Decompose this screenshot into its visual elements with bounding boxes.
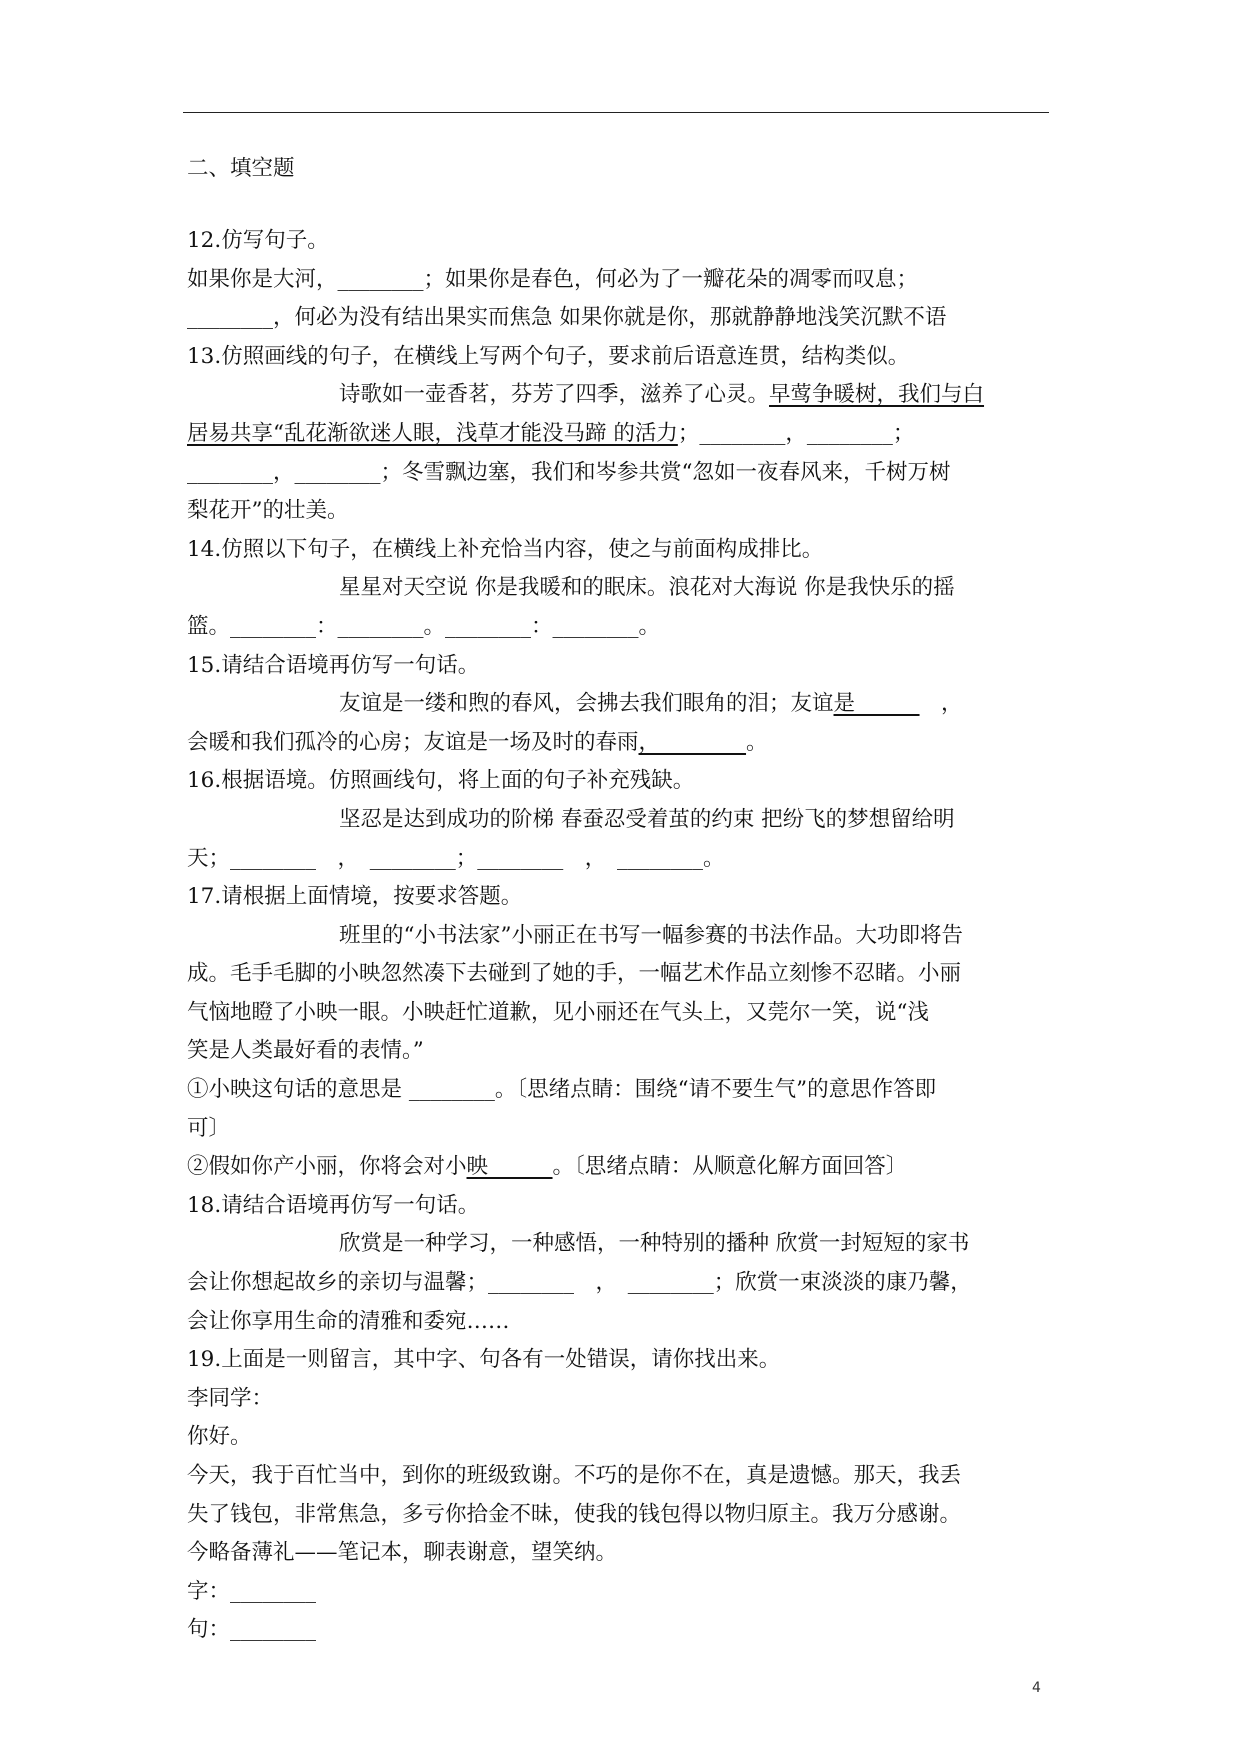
text-line: [187, 1573, 1057, 1612]
text-line: [187, 1534, 1057, 1573]
exercise-lines: [187, 222, 1057, 1650]
text-line: [187, 1611, 1057, 1650]
text-line: [187, 762, 1057, 801]
text-line: [187, 299, 1057, 338]
section-title: 二、填空题: [187, 156, 295, 181]
text-line: [187, 1148, 1057, 1187]
text-line: [187, 840, 1057, 879]
underlined-text: 是______: [833, 691, 920, 717]
text-line: [187, 994, 1057, 1033]
text-line: [187, 878, 1057, 917]
line-text: ②假如你产小丽，你将会对小: [187, 1154, 467, 1180]
text-line: [187, 647, 1057, 686]
text-line: [187, 1380, 1057, 1419]
line-text: 会暖和我们孤冷的心房；友谊是一场及时的春雨: [187, 729, 639, 755]
text-line: [187, 1303, 1057, 1342]
line-text: 星星对天空说 你是我暖和的眠床。浪花对大海说 你是我快乐的摇: [339, 575, 955, 601]
text-line: [187, 917, 1057, 956]
line-text: 15.请结合语境再仿写一句话。: [187, 652, 480, 678]
line-text: 李同学：: [187, 1385, 274, 1411]
line-text: 失了钱包，非常焦急，多亏你拾金不昧，使我的钱包得以物归原主。我万分感谢。: [187, 1501, 962, 1527]
text-line: [187, 1496, 1057, 1535]
underlined-text: 居易共享“乱花渐欲迷人眼，浅草才能没马蹄 的活力: [187, 420, 678, 446]
line-text: 19.上面是一则留言，其中字、句各有一处错误，请你找出来。: [187, 1347, 781, 1373]
text-line: [187, 261, 1057, 300]
line-text-after: 。〔思绪点睛：从顺意化解方面回答〕: [552, 1154, 908, 1180]
line-text: 诗歌如一壶香茗，芬芳了四季，滋养了心灵。: [339, 382, 770, 408]
text-line: [187, 1225, 1057, 1264]
text-line: [187, 724, 1057, 763]
document-body: [187, 150, 1057, 1650]
text-line: [187, 376, 1057, 415]
line-text: 14.仿照以下句子，在横线上补充恰当内容，使之与前面构成排比。: [187, 536, 824, 562]
text-line: [187, 1264, 1057, 1303]
text-line: [187, 415, 1057, 454]
line-text: 今略备薄礼——笔记本，聊表谢意，望笑纳。: [187, 1540, 618, 1566]
line-text: ①小映这句话的意思是 ________。〔思绪点睛：围绕“请不要生气”的意思作答即: [187, 1077, 937, 1103]
line-text: 笑是人类最好看的表情。”: [187, 1038, 424, 1064]
text-line: [187, 685, 1057, 724]
line-text: 成。毛手毛脚的小映忽然凑下去碰到了她的手，一幅艺术作品立刻惨不忍睹。小丽: [187, 961, 962, 987]
text-line: [187, 569, 1057, 608]
text-line: [187, 1457, 1057, 1496]
line-text-after: ，: [919, 691, 963, 717]
line-text: 天；________ ， ________；________ ， ________。: [187, 845, 725, 871]
text-line: [187, 338, 1057, 377]
line-text: 字：________: [187, 1578, 317, 1604]
line-text: 篮。________：________。________：________。: [187, 613, 661, 639]
line-text: 18.请结合语境再仿写一句话。: [187, 1192, 480, 1218]
underlined-text: ，________: [638, 729, 747, 755]
underlined-text: 早莺争暖树，我们与白: [769, 382, 985, 408]
text-line: [187, 608, 1057, 647]
text-line: [187, 1341, 1057, 1380]
header-rule: [183, 112, 1049, 113]
line-text: 16.根据语境。仿照画线句，将上面的句子补充残缺。: [187, 768, 695, 794]
line-text: 会让你想起故乡的亲切与温馨；________ ， ________；欣赏一束淡淡的康乃馨，: [187, 1270, 972, 1296]
underlined-text: 映______: [466, 1154, 553, 1180]
line-text: 12.仿写句子。: [187, 228, 329, 253]
text-line: [187, 1071, 1057, 1110]
line-text-after: 。: [746, 729, 768, 755]
line-text: 梨花开”的壮美。: [187, 498, 349, 524]
text-line: [187, 1187, 1057, 1226]
text-line: [187, 454, 1057, 493]
line-text: ；________，________；: [677, 420, 915, 446]
line-text: ________，________；冬雪飘边塞，我们和岑参共赏“忽如一夜春风来，千树万树: [187, 459, 951, 485]
line-text: 坚忍是达到成功的阶梯 春蚕忍受着茧的约束 把纷飞的梦想留给明: [339, 806, 955, 832]
text-line: [187, 1418, 1057, 1457]
text-line: [187, 492, 1057, 531]
page-number: 4: [1032, 1680, 1041, 1696]
line-text: 13.仿照画线的句子，在横线上写两个句子，要求前后语意连贯，结构类似。: [187, 343, 910, 369]
text-line: [187, 1110, 1057, 1149]
text-line: [187, 222, 1057, 261]
line-text: 欣赏是一种学习，一种感悟，一种特别的播种 欣赏一封短短的家书: [339, 1231, 970, 1257]
line-text: 气恼地瞪了小映一眼。小映赶忙道歉，见小丽还在气头上，又莞尔一笑，说“浅: [187, 999, 929, 1025]
text-line: [187, 955, 1057, 994]
line-text: 可〕: [187, 1115, 231, 1141]
text-line: [187, 1032, 1057, 1071]
line-text: 班里的“小书法家”小丽正在书写一幅参赛的书法作品。大功即将告: [339, 922, 963, 948]
line-text: 会让你享用生命的清雅和委宛……: [187, 1308, 510, 1334]
line-text: 17.请根据上面情境，按要求答题。: [187, 884, 523, 910]
line-text: 如果你是大河，________；如果你是春色，何必为了一瓣花朵的凋零而叹息；: [187, 266, 919, 292]
line-text: 句：________: [187, 1617, 317, 1643]
line-text: 今天，我于百忙当中，到你的班级致谢。不巧的是你不在，真是遗憾。那天，我丢: [187, 1463, 962, 1488]
text-line: [187, 531, 1057, 570]
line-text: 你好。: [187, 1424, 252, 1450]
line-text: ________，何必为没有结出果实而焦急 如果你就是你，那就静静地浅笑沉默不语: [187, 305, 947, 331]
line-text: 友谊是一缕和煦的春风，会拂去我们眼角的泪；友谊: [339, 691, 834, 717]
text-line: [187, 801, 1057, 840]
